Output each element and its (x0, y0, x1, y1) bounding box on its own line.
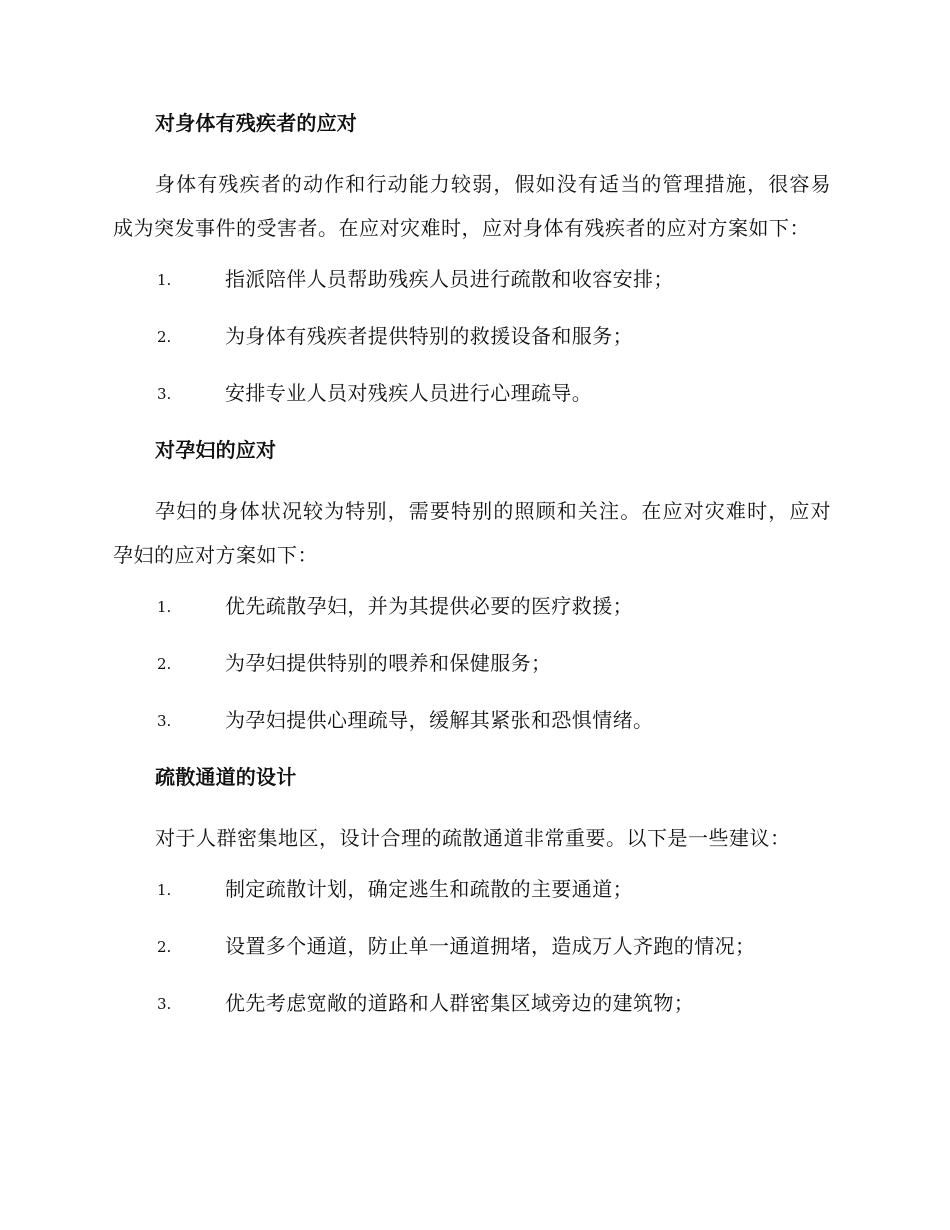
list-item (113, 874, 831, 904)
list-item (113, 321, 831, 351)
list-number: 2. (157, 655, 172, 673)
list-item (113, 264, 831, 294)
section-evacuation-routes (113, 762, 831, 1018)
list-text: 优先疏散孕妇，并为其提供必要的医疗救援； (225, 594, 633, 618)
list-number: 3. (157, 712, 172, 730)
list-text: 为孕妇提供心理疏导，缓解其紧张和恐惧情绪。 (225, 708, 654, 732)
list-number: 3. (157, 995, 172, 1013)
numbered-list (113, 591, 831, 735)
list-text: 设置多个通道，防止单一通道拥堵，造成万人齐跑的情况； (225, 934, 756, 958)
section-paragraph: 身体有残疾者的动作和行动能力较弱，假如没有适当的管理措施，很容易成为突发事件的受害者。在应对灾难时，应对身体有残疾者的应对方案如下： (113, 172, 831, 240)
list-text: 为身体有残疾者提供特别的救援设备和服务； (225, 324, 633, 348)
list-number: 3. (157, 385, 172, 403)
document-content (113, 108, 831, 1045)
list-text: 指派陪伴人员帮助残疾人员进行疏散和收容安排； (225, 267, 674, 291)
list-item (113, 378, 831, 408)
section-heading: 对身体有残疾者的应对 (155, 111, 357, 135)
list-text: 安排专业人员对残疾人员进行心理疏导。 (225, 381, 593, 405)
list-number: 2. (157, 938, 172, 956)
section-paragraph: 孕妇的身体状况较为特别，需要特别的照顾和关注。在应对灾难时，应对孕妇的应对方案如下： (113, 499, 831, 567)
list-number: 1. (157, 881, 172, 899)
list-item (113, 705, 831, 735)
list-item (113, 648, 831, 678)
section-paragraph: 对于人群密集地区，设计合理的疏散通道非常重要。以下是一些建议： (155, 826, 791, 850)
numbered-list (113, 264, 831, 408)
list-number: 1. (157, 598, 172, 616)
section-disabled-persons (113, 108, 831, 408)
numbered-list (113, 874, 831, 1018)
list-item (113, 988, 831, 1018)
section-pregnant-women (113, 435, 831, 735)
section-heading: 对孕妇的应对 (155, 438, 277, 462)
list-number: 1. (157, 271, 172, 289)
list-item (113, 931, 831, 961)
list-number: 2. (157, 328, 172, 346)
list-item (113, 591, 831, 621)
list-text: 为孕妇提供特别的喂养和保健服务； (225, 651, 552, 675)
section-heading: 疏散通道的设计 (155, 765, 297, 789)
list-text: 制定疏散计划，确定逃生和疏散的主要通道； (225, 877, 633, 901)
list-text: 优先考虑宽敞的道路和人群密集区域旁边的建筑物； (225, 991, 695, 1015)
